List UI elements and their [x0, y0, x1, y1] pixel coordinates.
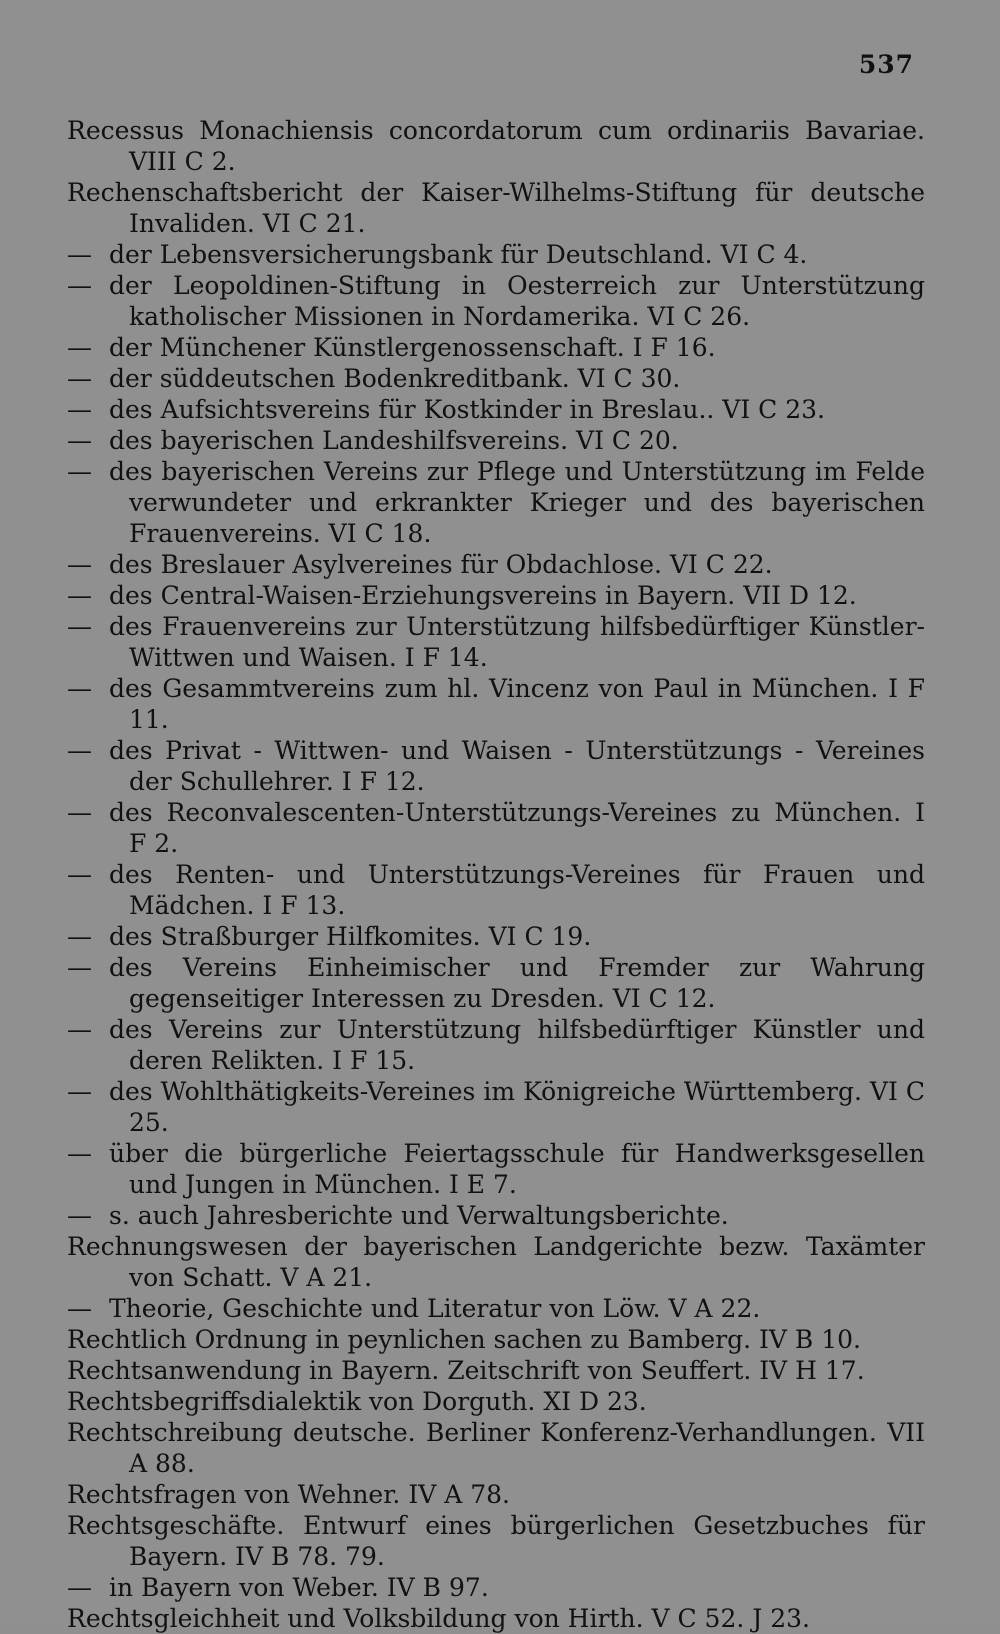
entry-text: Rechtsgleichheit und Volksbildung von Hirth. V C 52. J 23.: [67, 1604, 810, 1633]
entry-dash: —: [67, 798, 92, 827]
entry-text: des Aufsichtsvereins für Kostkinder in Breslau.. VI C 23.: [109, 395, 825, 424]
index-entry: [67, 1603, 925, 1634]
index-entry: [67, 1138, 925, 1200]
index-entry: [67, 177, 925, 239]
entry-dash: —: [67, 395, 92, 424]
entry-text: Rechtsanwendung in Bayern. Zeitschrift von Seuffert. IV H 17.: [67, 1356, 865, 1385]
index-entry: [67, 1355, 925, 1386]
index-entry: [67, 1510, 925, 1572]
entry-dash: —: [67, 426, 92, 455]
entry-text: Theorie, Geschichte und Literatur von Löw. V A 22.: [109, 1294, 761, 1323]
entry-text: des Vereins Einheimischer und Fremder zur Wahrung gegenseitiger Interessen zu Dresden. VI C 12.: [109, 953, 925, 1013]
index-entry: [67, 952, 925, 1014]
entry-dash: —: [67, 1139, 92, 1168]
entry-dash: —: [67, 1201, 92, 1230]
entry-text: des Frauenvereins zur Unterstützung hilfsbedürftiger Künstler-Wittwen und Waisen. I F 14.: [109, 612, 925, 672]
index-entry: [67, 921, 925, 952]
index-entry: [67, 1386, 925, 1417]
index-entry: [67, 1324, 925, 1355]
index-entry: [67, 611, 925, 673]
entry-dash: —: [67, 953, 92, 982]
entry-dash: —: [67, 240, 92, 269]
entry-dash: —: [67, 612, 92, 641]
index-entry: [67, 270, 925, 332]
index-entry: [67, 239, 925, 270]
entry-dash: —: [67, 550, 92, 579]
page-number: 537: [858, 50, 914, 79]
index-entry: [67, 1479, 925, 1510]
entry-dash: —: [67, 674, 92, 703]
index-entry: [67, 332, 925, 363]
index-entry: [67, 1014, 925, 1076]
index-entry: [67, 394, 925, 425]
entry-dash: —: [67, 860, 92, 889]
entry-text: des Breslauer Asylvereines für Obdachlose. VI C 22.: [109, 550, 773, 579]
entry-text: des Vereins zur Unterstützung hilfsbedürftiger Künstler und deren Relikten. I F 15.: [109, 1015, 925, 1075]
entry-text: der Leopoldinen-Stiftung in Oesterreich zur Unterstützung katholischer Missionen in Nordamerika. VI C 26.: [109, 271, 925, 331]
entry-text: Rechnungswesen der bayerischen Landgerichte bezw. Taxämter von Schatt. V A 21.: [67, 1232, 925, 1292]
entry-dash: —: [67, 271, 92, 300]
entry-text: des Reconvalescenten-Unterstützungs-Vereines zu München. I F 2.: [109, 798, 925, 858]
index-entry: [67, 1572, 925, 1603]
entry-text: Rechtschreibung deutsche. Berliner Konferenz-Verhandlungen. VII A 88.: [67, 1418, 925, 1478]
index-entry: [67, 1076, 925, 1138]
index-entry: [67, 580, 925, 611]
entry-dash: —: [67, 457, 92, 486]
entry-text: Rechtsgeschäfte. Entwurf eines bürgerlichen Gesetzbuches für Bayern. IV B 78. 79.: [67, 1511, 925, 1571]
entry-text: des Renten- und Unterstützungs-Vereines für Frauen und Mädchen. I F 13.: [109, 860, 925, 920]
index-entry: [67, 797, 925, 859]
entry-dash: —: [67, 1294, 92, 1323]
index-entry: [67, 859, 925, 921]
entry-dash: —: [67, 736, 92, 765]
entry-text: Rechtsbegriffsdialektik von Dorguth. XI D 23.: [67, 1387, 647, 1416]
entry-dash: —: [67, 333, 92, 362]
entry-text: Rechtlich Ordnung in peynlichen sachen zu Bamberg. IV B 10.: [67, 1325, 861, 1354]
entry-text: des Central-Waisen-Erziehungsvereins in Bayern. VII D 12.: [109, 581, 857, 610]
entry-dash: —: [67, 1015, 92, 1044]
entry-dash: —: [67, 364, 92, 393]
entry-dash: —: [67, 1077, 92, 1106]
index-entry: [67, 735, 925, 797]
entry-dash: —: [67, 581, 92, 610]
entry-text: des bayerischen Vereins zur Pflege und Unterstützung im Felde verwundeter und erkrankter Krieger und des bayerischen Frauenvereins. VI C 18.: [109, 457, 925, 548]
entry-text: des bayerischen Landeshilfsvereins. VI C 20.: [109, 426, 679, 455]
index-entry: [67, 1231, 925, 1293]
index-entry: [67, 1417, 925, 1479]
entry-text: s. auch Jahresberichte und Verwaltungsberichte.: [109, 1201, 729, 1230]
index-entry: [67, 115, 925, 177]
entry-text: Rechenschaftsbericht der Kaiser-Wilhelms-Stiftung für deutsche Invaliden. VI C 21.: [67, 178, 925, 238]
entry-text: in Bayern von Weber. IV B 97.: [109, 1573, 489, 1602]
index-entry: [67, 1293, 925, 1324]
index-entry: [67, 1200, 925, 1231]
index-entry: [67, 363, 925, 394]
entry-dash: —: [67, 922, 92, 951]
entry-text: Rechtsfragen von Wehner. IV A 78.: [67, 1480, 510, 1509]
index-entry: [67, 549, 925, 580]
entry-text: der Lebensversicherungsbank für Deutschland. VI C 4.: [109, 240, 808, 269]
entry-dash: —: [67, 1573, 92, 1602]
index-entry: [67, 425, 925, 456]
entry-text: des Privat - Wittwen- und Waisen - Unterstützungs - Vereines der Schullehrer. I F 12.: [109, 736, 925, 796]
entry-text: über die bürgerliche Feiertagsschule für Handwerksgesellen und Jungen in München. I E 7.: [109, 1139, 925, 1199]
index-entries: [67, 115, 925, 1634]
entry-text: der Münchener Künstlergenossenschaft. I F 16.: [109, 333, 716, 362]
entry-text: des Straßburger Hilfkomites. VI C 19.: [109, 922, 592, 951]
entry-text: des Wohlthätigkeits-Vereines im Königreiche Württemberg. VI C 25.: [109, 1077, 925, 1137]
entry-text: des Gesammtvereins zum hl. Vincenz von Paul in München. I F 11.: [109, 674, 925, 734]
entry-text: der süddeutschen Bodenkreditbank. VI C 30.: [109, 364, 681, 393]
index-entry: [67, 456, 925, 549]
entry-text: Recessus Monachiensis concordatorum cum ordinariis Bavariae. VIII C 2.: [67, 116, 925, 176]
index-entry: [67, 673, 925, 735]
